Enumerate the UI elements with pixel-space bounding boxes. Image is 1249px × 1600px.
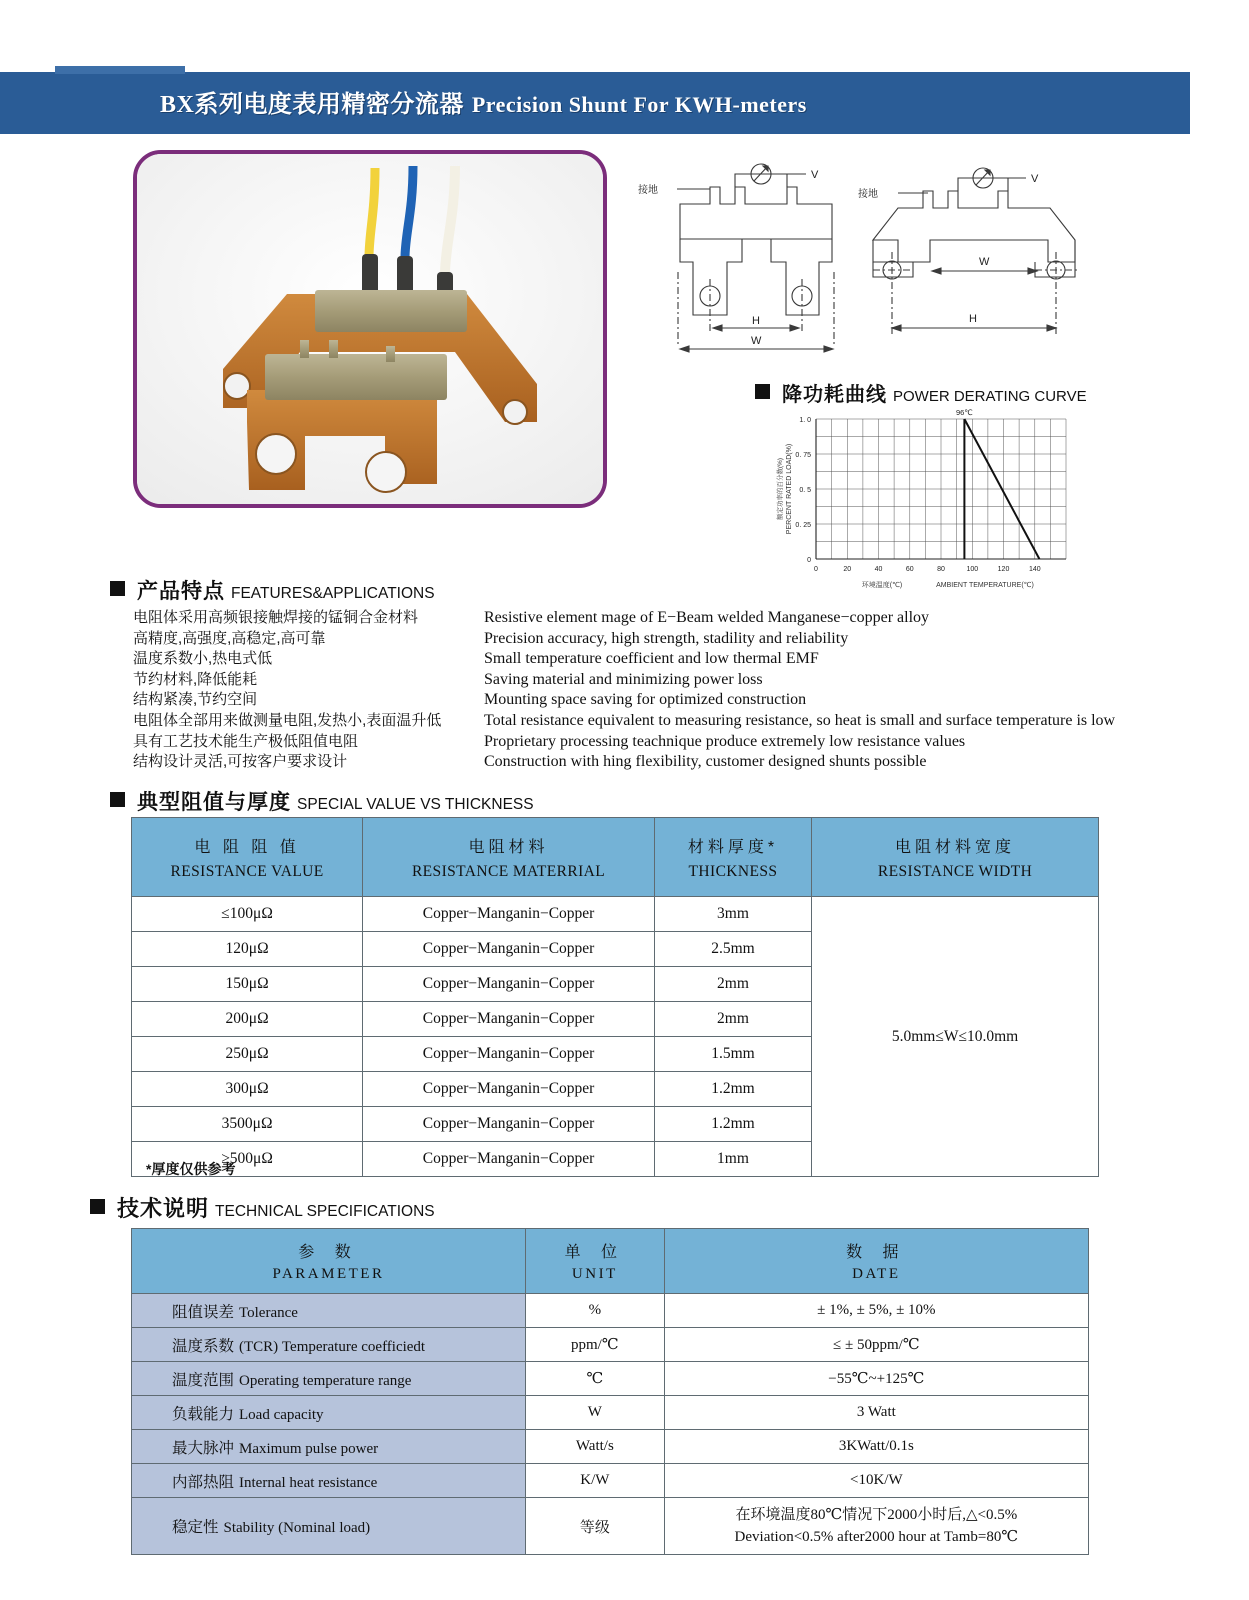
cell-unit: ppm/℃ bbox=[525, 1328, 664, 1362]
thickness-heading bbox=[110, 786, 534, 816]
cell-material: Copper−Manganin−Copper bbox=[363, 1142, 655, 1177]
derating-heading bbox=[755, 378, 1155, 404]
param-cn: 内部热阻 bbox=[172, 1473, 235, 1491]
drawing-right bbox=[873, 168, 1075, 279]
param-cn: 阻值误差 bbox=[172, 1303, 235, 1321]
y-tick-05: 0. 5 bbox=[799, 487, 811, 494]
col-en: UNIT bbox=[571, 1266, 618, 1282]
feature-item-cn: 电阻体采用高频银接触焊接的锰铜合金材料 bbox=[133, 609, 419, 626]
col-en: PARAMETER bbox=[272, 1266, 385, 1282]
dim-W-label-right: W bbox=[979, 256, 990, 268]
cell-unit: W bbox=[525, 1396, 664, 1430]
cell-material: Copper−Manganin−Copper bbox=[363, 967, 655, 1002]
chart-annotation: 96℃ bbox=[956, 408, 973, 417]
cell-value: ≥500μΩ bbox=[132, 1142, 363, 1177]
col-cn: 电阻材料宽度 bbox=[895, 838, 1016, 856]
cell-value: 200μΩ bbox=[132, 1002, 363, 1037]
cell-material: Copper−Manganin−Copper bbox=[363, 1072, 655, 1107]
table-row bbox=[132, 1464, 1089, 1498]
param-cn: 最大脉冲 bbox=[172, 1439, 235, 1457]
ground-label-left: 接地 bbox=[638, 185, 658, 196]
dim-W-label-left: W bbox=[751, 335, 762, 347]
cell-parameter bbox=[132, 1362, 526, 1396]
x-tick-40: 40 bbox=[874, 566, 883, 573]
cell-data: ≤ ± 50ppm/℃ bbox=[664, 1328, 1088, 1362]
col-parameter bbox=[132, 1229, 526, 1294]
param-en: Internal heat resistance bbox=[239, 1474, 378, 1491]
feature-item-cn: 温度系数小,热电式低 bbox=[133, 650, 273, 668]
voltage-label-left: V bbox=[811, 169, 819, 181]
x-tick-120: 120 bbox=[997, 566, 1010, 573]
cell-thickness: 2mm bbox=[654, 1002, 811, 1037]
table-header-row bbox=[132, 818, 1099, 897]
cell-material: Copper−Manganin−Copper bbox=[363, 1002, 655, 1037]
features-heading-en: FEATURES&APPLICATIONS bbox=[231, 585, 435, 602]
cell-material: Copper−Manganin−Copper bbox=[363, 1037, 655, 1072]
dim-H-label-left: H bbox=[752, 315, 760, 327]
feature-item-en: Mounting space saving for optimized construction bbox=[484, 691, 807, 709]
cell-unit: Watt/s bbox=[525, 1430, 664, 1464]
cell-thickness: 2.5mm bbox=[654, 932, 811, 967]
bullet-square-icon bbox=[90, 1199, 105, 1214]
cell-data-line2: Deviation<0.5% after2000 hour at Tamb=80℃ bbox=[734, 1529, 1019, 1545]
thickness-table bbox=[131, 817, 1099, 1177]
col-en: THICKNESS bbox=[688, 862, 778, 880]
chart-x-ticklabels bbox=[814, 566, 1041, 573]
dim-H-right bbox=[892, 325, 1056, 331]
table-row bbox=[132, 1498, 1089, 1555]
spec-heading bbox=[90, 1192, 435, 1223]
chart-ylabel-cn: 额定功率的百分数(%) bbox=[777, 457, 784, 521]
drawing-left bbox=[677, 164, 832, 315]
feature-item-en: Small temperature coefficient and low thermal EMF bbox=[484, 650, 819, 668]
cell-data bbox=[664, 1498, 1088, 1555]
feature-item-cn: 高精度,高强度,高稳定,高可靠 bbox=[133, 629, 326, 647]
cell-value: 300μΩ bbox=[132, 1072, 363, 1107]
cell-parameter bbox=[132, 1294, 526, 1328]
ground-label-right: 接地 bbox=[858, 189, 878, 200]
param-en: Load capacity bbox=[239, 1406, 324, 1423]
param-en: Stability (Nominal load) bbox=[223, 1520, 371, 1536]
param-cn: 负载能力 bbox=[172, 1405, 235, 1423]
table-row bbox=[132, 1294, 1089, 1328]
cell-data: ± 1%, ± 5%, ± 10% bbox=[664, 1294, 1088, 1328]
feature-item-cn: 结构设计灵活,可按客户要求设计 bbox=[133, 753, 348, 771]
col-data bbox=[664, 1229, 1088, 1294]
page-title-en: Precision Shunt For KWH-meters bbox=[471, 92, 807, 117]
power-derating-chart bbox=[760, 405, 1100, 595]
y-tick-025: 0. 25 bbox=[795, 522, 811, 529]
cell-unit: ℃ bbox=[525, 1362, 664, 1396]
cell-material: Copper−Manganin−Copper bbox=[363, 932, 655, 967]
bullet-square-icon bbox=[110, 581, 125, 596]
param-cn: 稳定性 bbox=[172, 1519, 219, 1536]
thickness-heading-cn: 典型阻值与厚度 bbox=[137, 791, 291, 814]
features-heading-cn: 产品特点 bbox=[137, 580, 225, 603]
cell-data: 3KWatt/0.1s bbox=[664, 1430, 1088, 1464]
col-cn: 数 据 bbox=[846, 1244, 907, 1261]
col-cn: 材料厚度* bbox=[687, 838, 779, 856]
col-cn: 电阻材料 bbox=[468, 838, 549, 856]
cell-parameter bbox=[132, 1430, 526, 1464]
cell-value: ≤100μΩ bbox=[132, 897, 363, 932]
x-tick-20: 20 bbox=[843, 566, 852, 573]
cell-thickness: 3mm bbox=[654, 897, 811, 932]
col-en: RESISTANCE WIDTH bbox=[877, 862, 1033, 880]
product-photo-image bbox=[137, 154, 603, 504]
cell-value: 3500μΩ bbox=[132, 1107, 363, 1142]
table-row bbox=[132, 1328, 1089, 1362]
table-row bbox=[132, 1396, 1089, 1430]
col-en: RESISTANCE MATERRIAL bbox=[411, 862, 606, 880]
cell-value: 150μΩ bbox=[132, 967, 363, 1002]
spec-heading-cn: 技术说明 bbox=[117, 1196, 210, 1221]
feature-item-en: Saving material and minimizing power loss bbox=[484, 670, 763, 688]
col-cn: 参 数 bbox=[298, 1244, 359, 1261]
page-title-cn: BX系列电度表用精密分流器 bbox=[160, 92, 464, 118]
cell-width-merged: 5.0mm≤W≤10.0mm bbox=[812, 897, 1099, 1177]
cell-data: −55℃~+125℃ bbox=[664, 1362, 1088, 1396]
page-title bbox=[160, 84, 1110, 124]
chart-ylabel-en: PERCENT RATED LOAD(%) bbox=[786, 443, 793, 535]
cell-material: Copper−Manganin−Copper bbox=[363, 897, 655, 932]
feature-item-en: Precision accuracy, high strength, stadility and reliability bbox=[484, 629, 849, 647]
param-en: Maximum pulse power bbox=[239, 1440, 379, 1457]
chart-y-ticklabels bbox=[795, 417, 811, 564]
cell-data-line1: 在环境温度80℃情况下2000小时后,△<0.5% bbox=[735, 1507, 1018, 1523]
dim-W-right bbox=[932, 268, 1037, 274]
cell-thickness: 1.2mm bbox=[654, 1072, 811, 1107]
feature-item-cn: 电阻体全部用来做测量电阻,发热小,表面温升低 bbox=[133, 711, 442, 729]
x-tick-80: 80 bbox=[937, 566, 945, 573]
voltage-label-right: V bbox=[1031, 173, 1039, 185]
x-tick-60: 60 bbox=[905, 566, 914, 573]
thickness-heading-en: SPECIAL VALUE VS THICKNESS bbox=[297, 796, 534, 813]
feature-item-en: Construction with hing flexibility, customer designed shunts possible bbox=[484, 753, 927, 771]
thickness-note: *厚度仅供参考 bbox=[146, 1161, 236, 1177]
col-unit bbox=[525, 1229, 664, 1294]
cell-data: 3 Watt bbox=[664, 1396, 1088, 1430]
cell-parameter bbox=[132, 1498, 526, 1555]
feature-item-cn: 具有工艺技术能生产极低阻值电阻 bbox=[133, 732, 359, 750]
product-photo bbox=[133, 150, 607, 508]
table-row bbox=[132, 897, 1099, 932]
table-row bbox=[132, 1430, 1089, 1464]
param-cn: 温度范围 bbox=[172, 1371, 235, 1389]
spec-table bbox=[131, 1228, 1089, 1555]
table-header-row bbox=[132, 1229, 1089, 1294]
cell-value: 250μΩ bbox=[132, 1037, 363, 1072]
cell-parameter bbox=[132, 1396, 526, 1430]
param-cn: 温度系数 bbox=[172, 1337, 235, 1355]
param-en: (TCR) Temperature coefficiedt bbox=[239, 1338, 426, 1355]
header-banner-accent bbox=[55, 66, 185, 74]
cell-parameter bbox=[132, 1464, 526, 1498]
col-resistance-material bbox=[363, 818, 655, 897]
feature-item-cn: 节约材料,降低能耗 bbox=[133, 670, 258, 688]
param-en: Operating temperature range bbox=[239, 1372, 412, 1389]
derating-heading-cn: 降功耗曲线 bbox=[782, 384, 887, 406]
col-en: DATE bbox=[852, 1266, 901, 1282]
col-cn: 电 阻 阻 值 bbox=[194, 838, 300, 856]
chart-xlabel-en: AMBIENT TEMPERATURE(℃) bbox=[936, 582, 1034, 589]
col-resistance-width bbox=[812, 818, 1099, 897]
bullet-square-icon bbox=[110, 792, 125, 807]
derating-chart-svg bbox=[760, 405, 1100, 595]
param-en: Tolerance bbox=[239, 1304, 298, 1321]
features-list-cn bbox=[133, 608, 483, 773]
spec-heading-en: TECHNICAL SPECIFICATIONS bbox=[215, 1203, 435, 1220]
cell-thickness: 2mm bbox=[654, 967, 811, 1002]
feature-item-cn: 结构紧凑,节约空间 bbox=[133, 691, 258, 709]
y-tick-1: 1. 0 bbox=[799, 417, 811, 424]
dim-H-label-right: H bbox=[969, 313, 977, 325]
features-heading bbox=[110, 575, 435, 605]
cell-unit: % bbox=[525, 1294, 664, 1328]
chart-xlabel-cn: 环境温度(℃) bbox=[861, 582, 903, 589]
x-tick-100: 100 bbox=[966, 566, 979, 573]
cell-parameter bbox=[132, 1328, 526, 1362]
cell-thickness: 1.5mm bbox=[654, 1037, 811, 1072]
cell-data: <10K/W bbox=[664, 1464, 1088, 1498]
y-tick-0: 0 bbox=[807, 557, 811, 564]
cell-value: 120μΩ bbox=[132, 932, 363, 967]
cell-material: Copper−Manganin−Copper bbox=[363, 1107, 655, 1142]
cell-thickness: 1mm bbox=[654, 1142, 811, 1177]
features-list-en bbox=[484, 608, 1184, 773]
derating-heading-en: POWER DERATING CURVE bbox=[893, 388, 1087, 405]
x-tick-0: 0 bbox=[814, 566, 818, 573]
col-cn: 单 位 bbox=[564, 1244, 626, 1261]
col-resistance-value bbox=[132, 818, 363, 897]
cell-unit: K/W bbox=[525, 1464, 664, 1498]
cell-unit: 等级 bbox=[525, 1498, 664, 1555]
col-en: RESISTANCE VALUE bbox=[170, 862, 324, 880]
bullet-square-icon bbox=[755, 384, 770, 399]
mechanical-drawings bbox=[630, 152, 1110, 367]
col-thickness bbox=[654, 818, 811, 897]
x-tick-140: 140 bbox=[1028, 566, 1041, 573]
feature-item-en: Proprietary processing teachnique produce extremely low resistance values bbox=[484, 732, 966, 750]
table-row bbox=[132, 1362, 1089, 1396]
feature-item-en: Total resistance equivalent to measuring resistance, so heat is small and surface temperature is low bbox=[484, 711, 1116, 729]
drawing-svg bbox=[630, 152, 1110, 367]
cell-thickness: 1.2mm bbox=[654, 1107, 811, 1142]
feature-item-en: Resistive element mage of E−Beam welded Manganese−copper alloy bbox=[484, 609, 930, 626]
y-tick-075: 0. 75 bbox=[795, 452, 811, 459]
